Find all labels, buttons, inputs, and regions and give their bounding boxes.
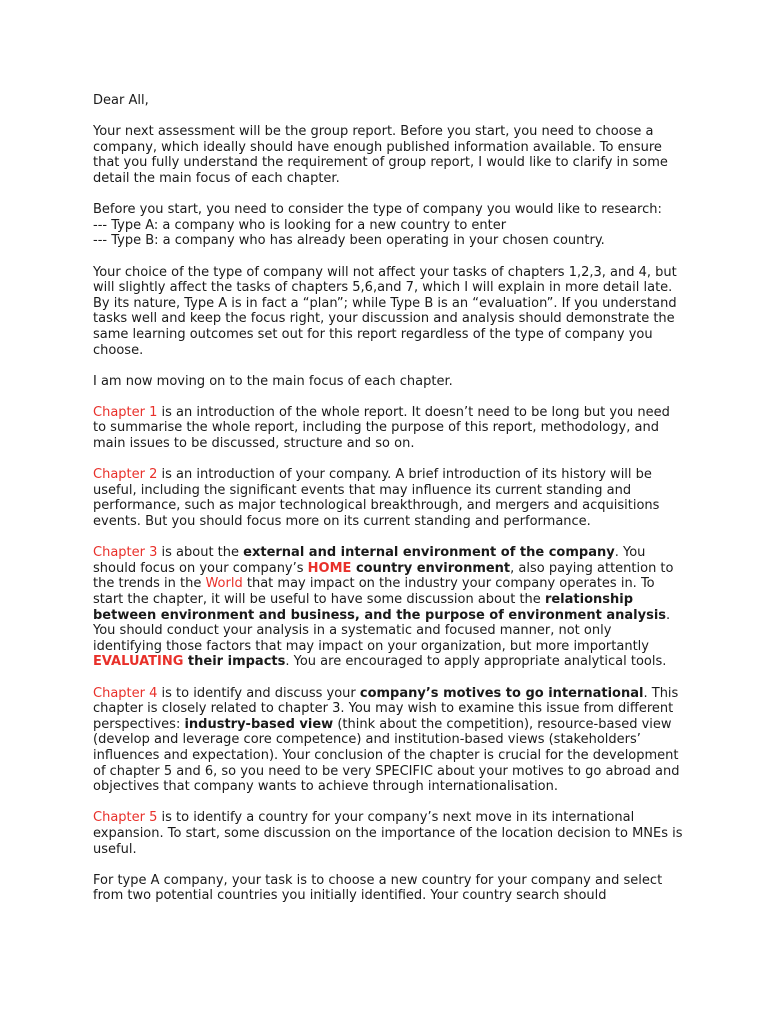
type-a-line: --- Type A: a company who is looking for a new country to enter (93, 217, 507, 233)
chapter-1-paragraph (93, 405, 683, 452)
chapter-4-text-2: . This chapter is closely related to chapter 3. You may wish to examine this issue from different perspectives: (93, 685, 679, 732)
chapter-3-label: Chapter 3 (93, 545, 158, 561)
chapter-3-text-5: . You should conduct your analysis in a systematic and focused manner, not only identifying those factors that may impact on your organization, but more importantly (93, 607, 671, 654)
chapter-2-text: is an introduction of your company. A brief introduction of its history will be useful, including the significant events that may influence its current standing and performance, such as major technological breakthrough, and mergers and acquisitions events. But you should focus more on its current standing and performance. (93, 467, 660, 530)
type-a-task-paragraph: For type A company, your task is to choose a new country for your company and select from two potential countries you initially identified. Your country search should (93, 872, 663, 904)
chapter-3-emphasis-4: their impacts (183, 654, 286, 670)
choice-paragraph: Your choice of the type of company will not affect your tasks of chapters 1,2,3, and 4, but will slightly affect the tasks of chapters 5,6,and 7, which I will explain in more detail late. By its nature, Type A is in fact a “plan”; while Type B is an “evaluation”. If you understand tasks well and keep the focus right, your discussion and analysis should demonstrate the same learning outcomes set out for this report regardless of the type of company you choose. (93, 264, 677, 358)
chapter-3-emphasis-2: country environment (351, 560, 511, 576)
chapter-3-text-4: that may impact on the industry your company operates in. To start the chapter, it will be useful to have some discussion about the (93, 576, 655, 607)
chapter-4-emphasis-1: company’s motives to go international (359, 685, 644, 701)
chapter-2-label: Chapter 2 (93, 467, 158, 483)
type-b-line: --- Type B: a company who has already been operating in your chosen country. (93, 233, 605, 249)
type-intro: Before you start, you need to consider the type of company you would like to research: (93, 202, 662, 218)
letter-body (93, 93, 683, 919)
chapter-5-text: is to identify a country for your company’s next move in its international expansion. To start, some discussion on the importance of the location decision to MNEs is useful. (93, 810, 683, 857)
chapter-3-home: HOME (307, 560, 352, 576)
chapter-3-text-3: , also paying attention to the trends in the (93, 560, 674, 592)
chapter-3-emphasis-1: external and internal environment of the company (243, 545, 615, 561)
chapter-3-paragraph (93, 545, 683, 670)
chapter-3-emphasis-3: relationship between environment and business, and the purpose of environment analysis (93, 592, 667, 623)
company-type-paragraph (93, 202, 683, 249)
moving-on-paragraph: I am now moving on to the main focus of each chapter. (93, 373, 453, 389)
chapter-1-label: Chapter 1 (93, 404, 158, 420)
intro-paragraph: Your next assessment will be the group report. Before you start, you need to choose a company, which ideally should have enough published information available. To ensure that you fully understand the requirement of group report, I would like to clarify in some detail the main focus of each chapter. (93, 124, 668, 186)
chapter-4-emphasis-2: industry-based view (184, 716, 334, 732)
chapter-4-label: Chapter 4 (93, 685, 158, 701)
chapter-3-text-6: . You are encouraged to apply appropriate analytical tools. (285, 654, 667, 670)
chapter-5-label: Chapter 5 (93, 810, 158, 826)
chapter-4-text-3: (think about the competition), resource-based view (develop and leverage core competence) and institution-based views (stakeholders’ influences and expectation). Your conclusion of the chapter is crucial for the development of chapter 5 and 6, so you need to be very SPECIFIC about your motives to go abroad and objectives that company wants to achieve through internationalisation. (93, 716, 680, 795)
chapter-3-text-2: . You should focus on your company’s (93, 545, 646, 576)
chapter-4-text-1: is to identify and discuss your (157, 685, 360, 701)
chapter-3-text-1: is about the (157, 545, 244, 561)
chapter-5-paragraph (93, 810, 683, 857)
chapter-3-world: World (205, 576, 243, 592)
chapter-3-evaluating: EVALUATING (93, 654, 184, 670)
chapter-1-text: is an introduction of the whole report. It doesn’t need to be long but you need to summarise the whole report, including the purpose of this report, methodology, and main issues to be discussed, structure and so on. (93, 404, 670, 452)
greeting: Dear All, (93, 93, 149, 108)
chapter-4-paragraph (93, 686, 683, 795)
chapter-2-paragraph (93, 467, 683, 529)
